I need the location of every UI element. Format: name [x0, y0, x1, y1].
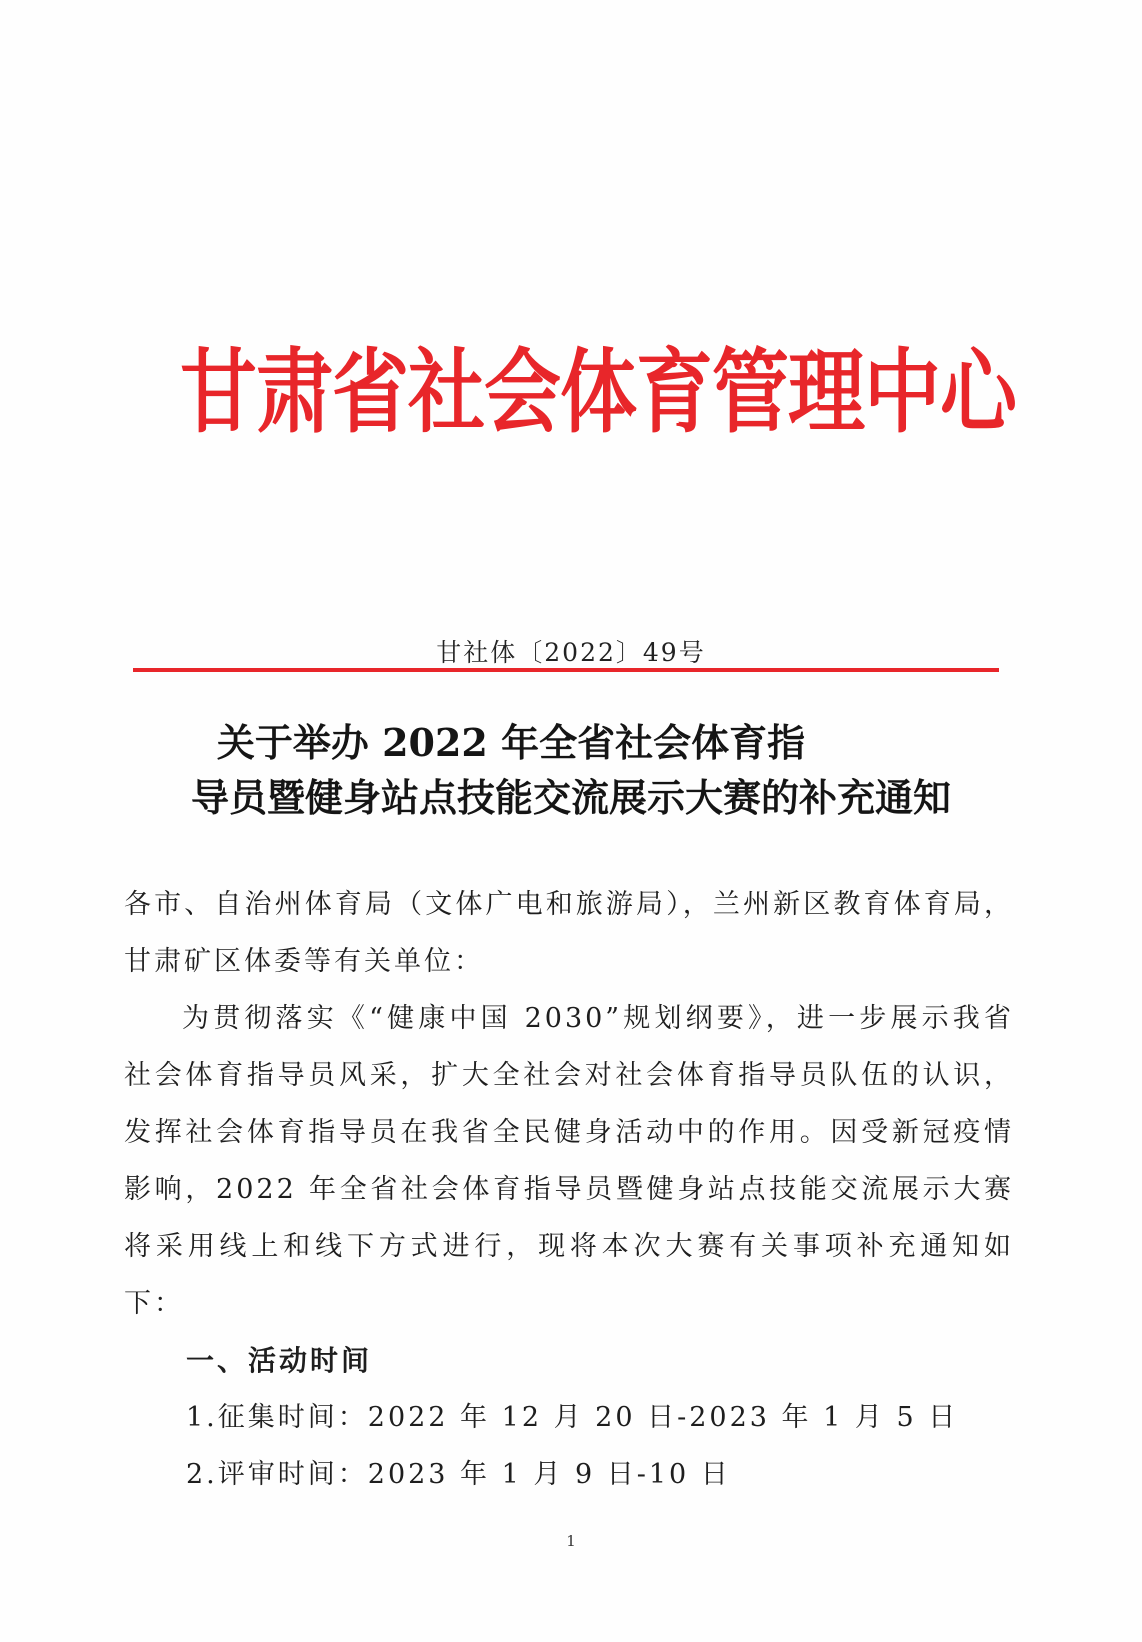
- intro-paragraph: 为贯彻落实《“健康中国 2030”规划纲要》，进一步展示我省社会体育指导员风采，扩大全社会对社会体育指导员队伍的认识，发挥社会体育指导员在我省全民健身活动中的作用。因受新冠疫情影响，2022 年全省社会体育指导员暨健身站点技能交流展示大赛将采用线上和线下方式进行，现将本次大赛有关事项补充通知如下：: [124, 1003, 1014, 1319]
- page-number: 1: [566, 1532, 576, 1550]
- list-item: 2.评审时间：2023 年 1 月 9 日-10 日: [186, 1459, 731, 1490]
- document-title: [0, 715, 1142, 825]
- red-divider-line: [133, 668, 999, 672]
- document-number: 甘社体〔2022〕49号: [436, 638, 706, 667]
- issuer-letterhead: 甘肃省社会体育管理中心: [180, 340, 1016, 446]
- title-line-1: 关于举办 2022 年全省社会体育指: [216, 720, 806, 765]
- addressee: 各市、自治州体育局（文体广电和旅游局），兰州新区教育体育局，甘肃矿区体委等有关单位：: [124, 889, 1014, 977]
- list-item: 1.征集时间：2022 年 12 月 20 日-2023 年 1 月 5 日: [186, 1402, 959, 1433]
- document-body: [124, 876, 1014, 1503]
- section-heading-activity-time: 一、活动时间: [186, 1344, 373, 1377]
- title-line-2: 导员暨健身站点技能交流展示大赛的补充通知: [190, 775, 951, 820]
